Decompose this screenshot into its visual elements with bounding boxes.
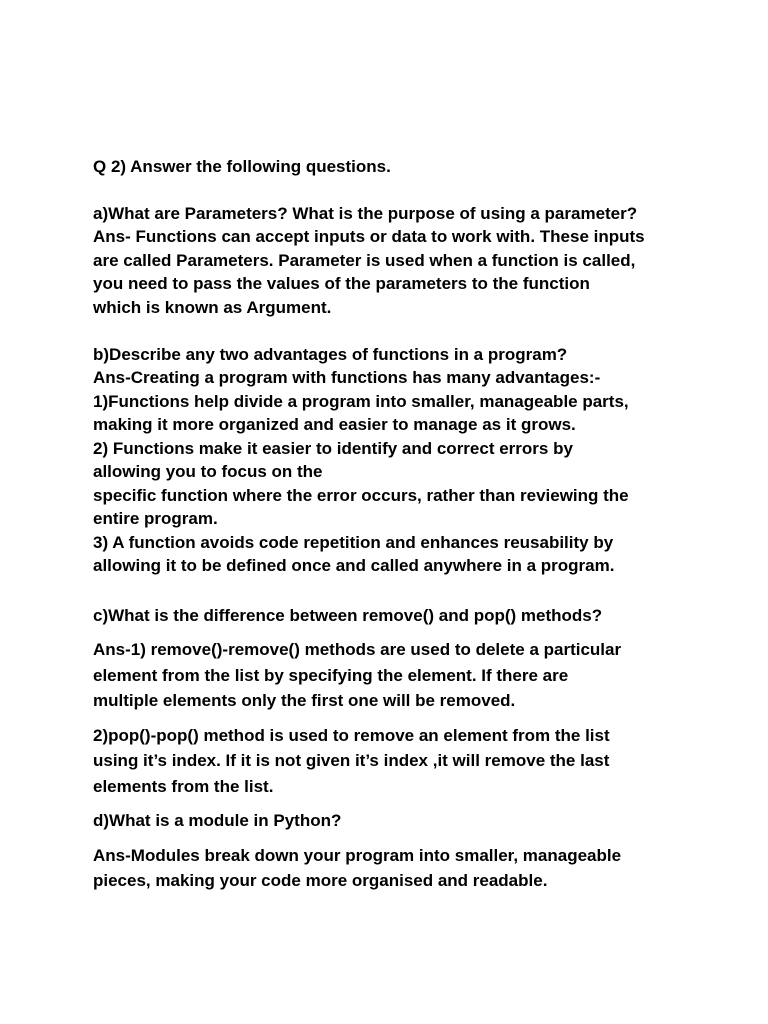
- answer-b-line: making it more organized and easier to manage as it grows.: [93, 415, 576, 434]
- answer-a-line: are called Parameters. Parameter is used when a function is called,: [93, 250, 636, 270]
- answer-c2-line: elements from the list.: [93, 776, 274, 796]
- question-b: b)Describe any two advantages of functions in a program?: [93, 344, 568, 364]
- answer-a-line: Ans- Functions can accept inputs or data to work with. These inputs: [93, 227, 645, 246]
- question-c-block: [93, 603, 693, 800]
- question-c: c)What is the difference between remove() and pop() methods?: [93, 605, 603, 625]
- document-page: [93, 155, 693, 894]
- answer-a-line: which is known as Argument.: [93, 297, 332, 317]
- question-a: a)What are Parameters? What is the purpose of using a parameter?: [93, 203, 638, 223]
- answer-b-line: allowing it to be defined once and called anywhere in a program.: [93, 556, 615, 575]
- question-d: d)What is a module in Python?: [93, 811, 342, 830]
- answer-b-line: 2) Functions make it easier to identify and correct errors by: [93, 438, 573, 458]
- question-a-block: [93, 202, 693, 320]
- answer-b-line: specific function where the error occurs, rather than reviewing the: [93, 485, 629, 505]
- question-d-block: [93, 808, 693, 894]
- answer-c2-line: using it’s index. If it is not given it’s index ,it will remove the last: [93, 751, 610, 770]
- question-b-block: [93, 343, 693, 578]
- answer-b-line: allowing you to focus on the: [93, 462, 323, 481]
- answer-c2-line: 2)pop()-pop() method is used to remove an element from the list: [93, 725, 610, 745]
- section-heading: Q 2) Answer the following questions.: [93, 157, 391, 176]
- answer-b-line: Ans-Creating a program with functions has many advantages:-: [93, 368, 601, 387]
- answer-a-line: you need to pass the values of the parameters to the function: [93, 274, 590, 293]
- answer-c1-line: Ans-1) remove()-remove() methods are used to delete a particular: [93, 640, 622, 659]
- answer-c1-line: element from the list by specifying the element. If there are: [93, 665, 569, 685]
- answer-b-line: 1)Functions help divide a program into smaller, manageable parts,: [93, 391, 629, 411]
- answer-d-line: pieces, making your code more organised and readable.: [93, 871, 548, 890]
- answer-c1-line: multiple elements only the first one will be removed.: [93, 691, 516, 710]
- answer-b-line: 3) A function avoids code repetition and enhances reusability by: [93, 532, 614, 552]
- answer-b-line: entire program.: [93, 509, 218, 528]
- answer-d-line: Ans-Modules break down your program into smaller, manageable: [93, 845, 622, 865]
